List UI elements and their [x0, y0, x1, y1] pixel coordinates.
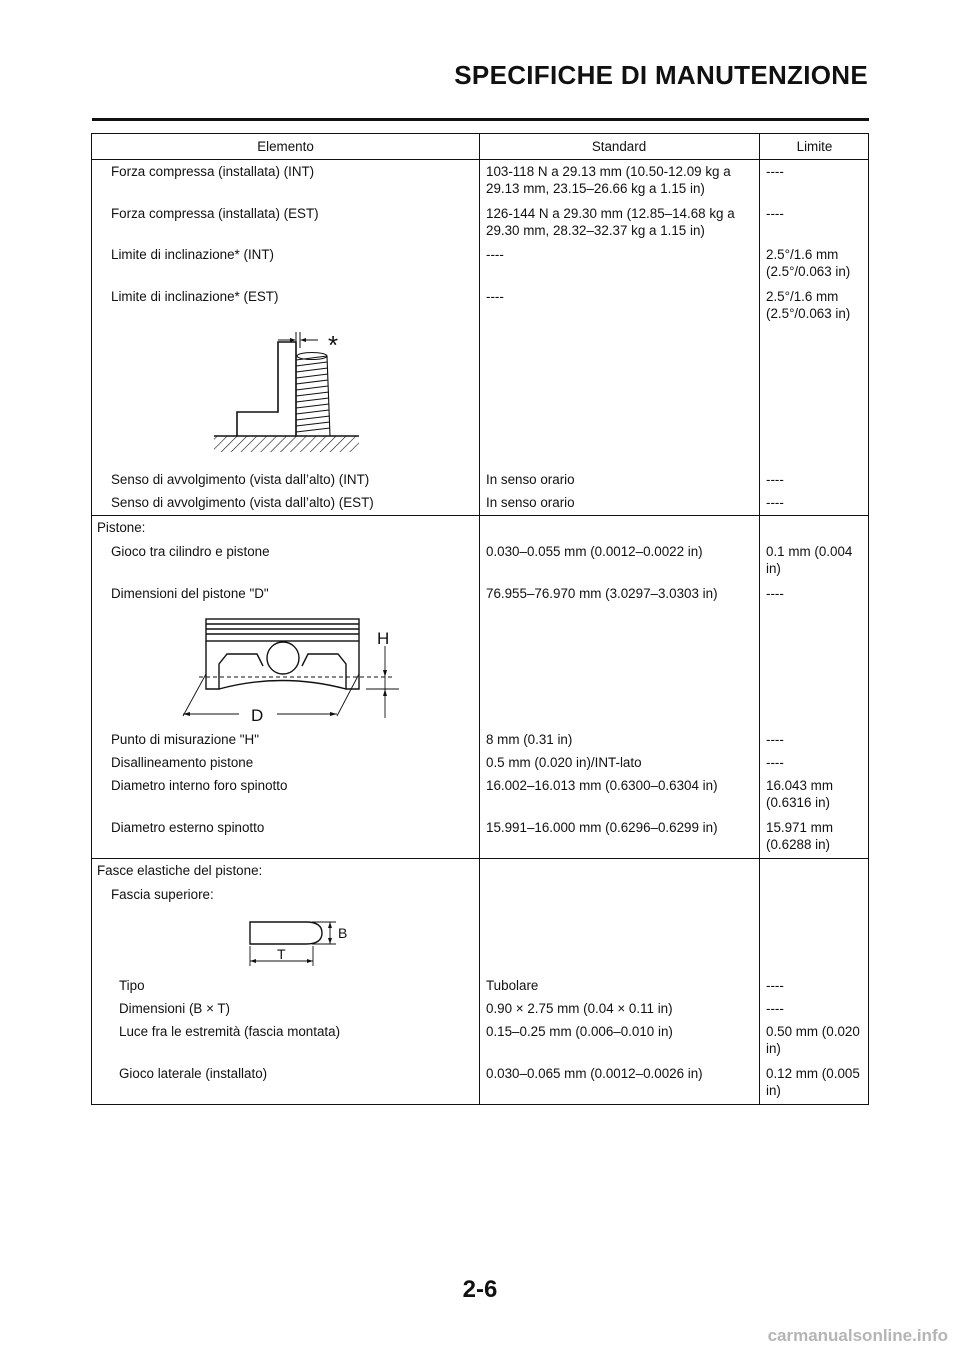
table-row-standard: 0.5 mm (0.020 in)/INT-lato	[486, 755, 642, 770]
table-row-standard: ----	[486, 289, 504, 304]
table-row-item: Disallineamento pistone	[111, 755, 254, 770]
table-row-item: Diametro interno foro spinotto	[111, 778, 288, 793]
table-row-item: Limite di inclinazione* (INT)	[111, 247, 274, 262]
table-row-standard: In senso orario	[486, 495, 575, 510]
table-row-item: Tipo	[119, 978, 145, 993]
table-row-limit: ----	[766, 495, 784, 510]
table-row-limit: ----	[766, 206, 784, 221]
table-row-limit: (2.5°/0.063 in)	[766, 306, 851, 321]
table-row-standard: 0.90 × 2.75 mm (0.04 × 0.11 in)	[486, 1001, 673, 1016]
table-row-limit: (2.5°/0.063 in)	[766, 264, 851, 279]
table-row-item: Diametro esterno spinotto	[111, 820, 265, 835]
table-row-standard: 29.30 mm, 28.32–32.37 kg a 1.15 in)	[486, 223, 705, 238]
table-row-limit: ----	[766, 586, 784, 601]
table-row-limit: in)	[766, 1041, 781, 1056]
table-row-standard: 15.991–16.000 mm (0.6296–0.6299 in)	[486, 820, 718, 835]
table-row-limit: 2.5°/1.6 mm	[766, 247, 839, 262]
subsection-heading-top-ring: Fascia superiore:	[111, 887, 214, 902]
header-elemento: Elemento	[257, 139, 314, 154]
table-row-limit: 15.971 mm	[766, 820, 833, 835]
table-row-limit: in)	[766, 1083, 781, 1098]
ring-section-figure	[242, 916, 367, 972]
header-rule	[92, 159, 868, 160]
section-heading-piston: Pistone:	[97, 520, 146, 535]
ring-label-b: B	[338, 925, 348, 941]
column-divider	[479, 134, 480, 1104]
table-row-standard: In senso orario	[486, 472, 575, 487]
table-row-standard: 76.955–76.970 mm (3.0297–3.0303 in)	[486, 586, 718, 601]
table-row-limit: 2.5°/1.6 mm	[766, 289, 839, 304]
table-row-standard: 0.030–0.065 mm (0.0012–0.0026 in)	[486, 1066, 703, 1081]
table-row-standard: 0.030–0.055 mm (0.0012–0.0022 in)	[486, 544, 703, 559]
table-row-limit: (0.6316 in)	[766, 795, 831, 810]
table-row-item: Gioco tra cilindro e pistone	[111, 544, 270, 559]
table-row-item: Senso di avvolgimento (vista dall’alto) (EST)	[111, 495, 374, 510]
table-row-item: Limite di inclinazione* (EST)	[111, 289, 279, 304]
table-row-item: Dimensioni del pistone "D"	[111, 586, 269, 601]
table-row-standard: ----	[486, 247, 504, 262]
page-title: SPECIFICHE DI MANUTENZIONE	[454, 60, 868, 90]
page-number: 2-6	[462, 1276, 498, 1303]
table-row-limit: ----	[766, 472, 784, 487]
table-row-item: Forza compressa (installata) (EST)	[111, 206, 319, 221]
watermark: carmanualsonline.info	[767, 1326, 948, 1345]
header-limite: Limite	[796, 139, 833, 154]
table-row-item: Senso di avvolgimento (vista dall’alto) (INT)	[111, 472, 370, 487]
piston-label-h: H	[377, 629, 390, 648]
table-row-limit: 16.043 mm	[766, 778, 833, 793]
table-row-limit: ----	[766, 1001, 784, 1016]
table-row-limit: ----	[766, 732, 784, 747]
table-row-limit: 0.12 mm (0.005	[766, 1066, 860, 1081]
table-row-standard: 126-144 N a 29.30 mm (12.85–14.68 kg a	[486, 206, 735, 221]
section-heading-rings: Fasce elastiche del pistone:	[97, 863, 263, 878]
ring-label-t: T	[277, 946, 286, 962]
table-row-limit: (0.6288 in)	[766, 837, 831, 852]
table-row-standard: 103-118 N a 29.13 mm (10.50-12.09 kg a	[486, 164, 731, 179]
table-row-standard: 0.15–0.25 mm (0.006–0.010 in)	[486, 1024, 673, 1039]
table-row-item: Luce fra le estremità (fascia montata)	[119, 1024, 341, 1039]
spec-table	[91, 133, 869, 1105]
column-divider	[759, 134, 760, 1104]
table-row-limit: 0.1 mm (0.004	[766, 544, 853, 559]
table-row-limit: 0.50 mm (0.020	[766, 1024, 860, 1039]
piston-dimension-figure	[177, 614, 402, 724]
section-rule	[92, 515, 868, 516]
table-row-standard: 16.002–16.013 mm (0.6300–0.6304 in)	[486, 778, 718, 793]
table-row-item: Punto di misurazione "H"	[111, 732, 259, 747]
spring-figure-label: *	[328, 330, 339, 360]
section-rule	[92, 858, 868, 859]
table-row-item: Forza compressa (installata) (INT)	[111, 164, 315, 179]
table-row-limit: in)	[766, 561, 781, 576]
table-row-item: Dimensioni (B × T)	[119, 1001, 231, 1016]
table-row-standard: 8 mm (0.31 in)	[486, 732, 573, 747]
table-row-standard: 29.13 mm, 23.15–26.66 kg a 1.15 in)	[486, 181, 705, 196]
piston-label-d: D	[251, 706, 264, 725]
table-row-item: Gioco laterale (installato)	[119, 1066, 268, 1081]
header-standard: Standard	[591, 139, 647, 154]
title-rule	[92, 118, 869, 121]
table-row-limit: ----	[766, 755, 784, 770]
table-row-standard: Tubolare	[486, 978, 539, 993]
table-row-limit: ----	[766, 978, 784, 993]
table-row-limit: ----	[766, 164, 784, 179]
spring-inclination-figure	[212, 332, 372, 472]
